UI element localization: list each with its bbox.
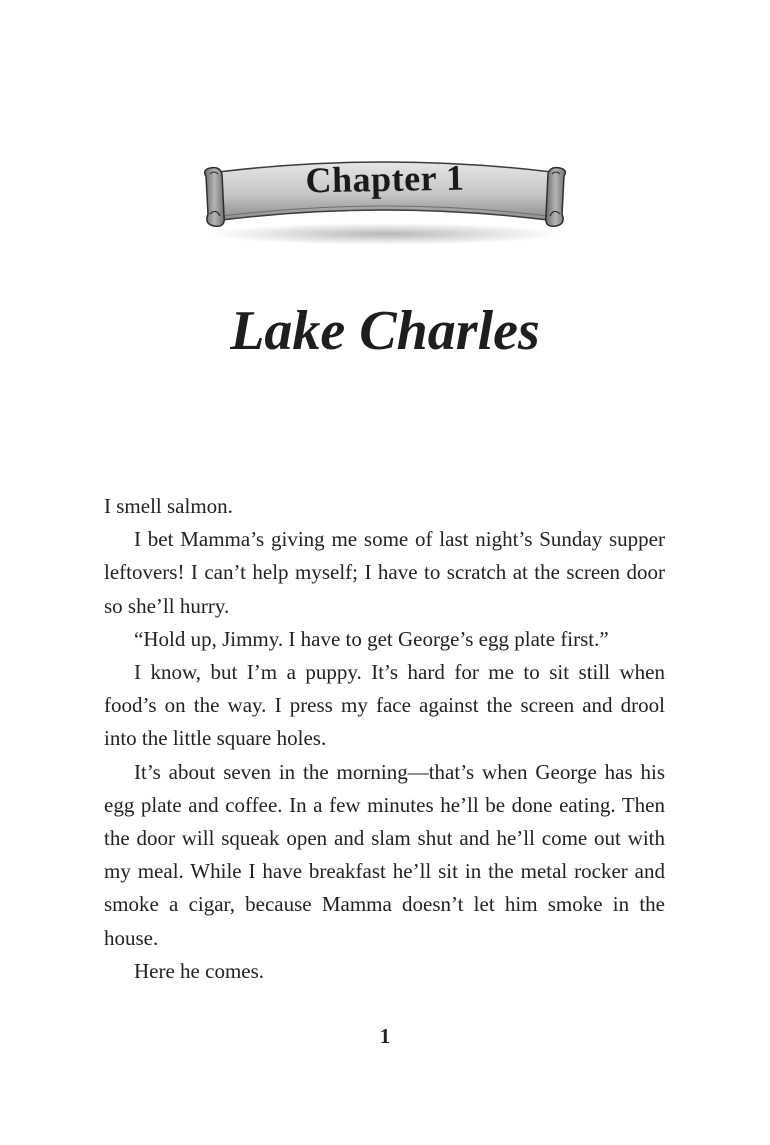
chapter-body <box>104 490 665 988</box>
paragraph: “Hold up, Jimmy. I have to get George’s egg plate first.” <box>134 626 609 651</box>
paragraph: It’s about seven in the morning—that’s when George has his egg plate and coffee. In a few minutes he’ll be done eating. Then the door will squeak open and slam shut and he’ll come out with my meal. While I have breakfast he’ll sit in the metal rocker and smoke a cigar, because Mamma doesn’t let him smoke in the house. <box>104 759 665 950</box>
chapter-title: Lake Charles <box>230 300 540 362</box>
paragraph: I know, but I’m a puppy. It’s hard for me to sit still when food’s on the way. I press my face against the screen and drool into the little square holes. <box>104 660 665 751</box>
page-number: 1 <box>379 1024 391 1048</box>
chapter-banner <box>196 150 574 246</box>
paragraph: I bet Mamma’s giving me some of last night’s Sunday supper leftovers! I can’t help myself; I have to scratch at the screen door so she’ll hurry. <box>104 527 665 618</box>
paragraph: I smell salmon. <box>104 494 233 518</box>
paragraph: Here he comes. <box>134 958 265 983</box>
chapter-number: Chapter 1 <box>305 157 465 201</box>
